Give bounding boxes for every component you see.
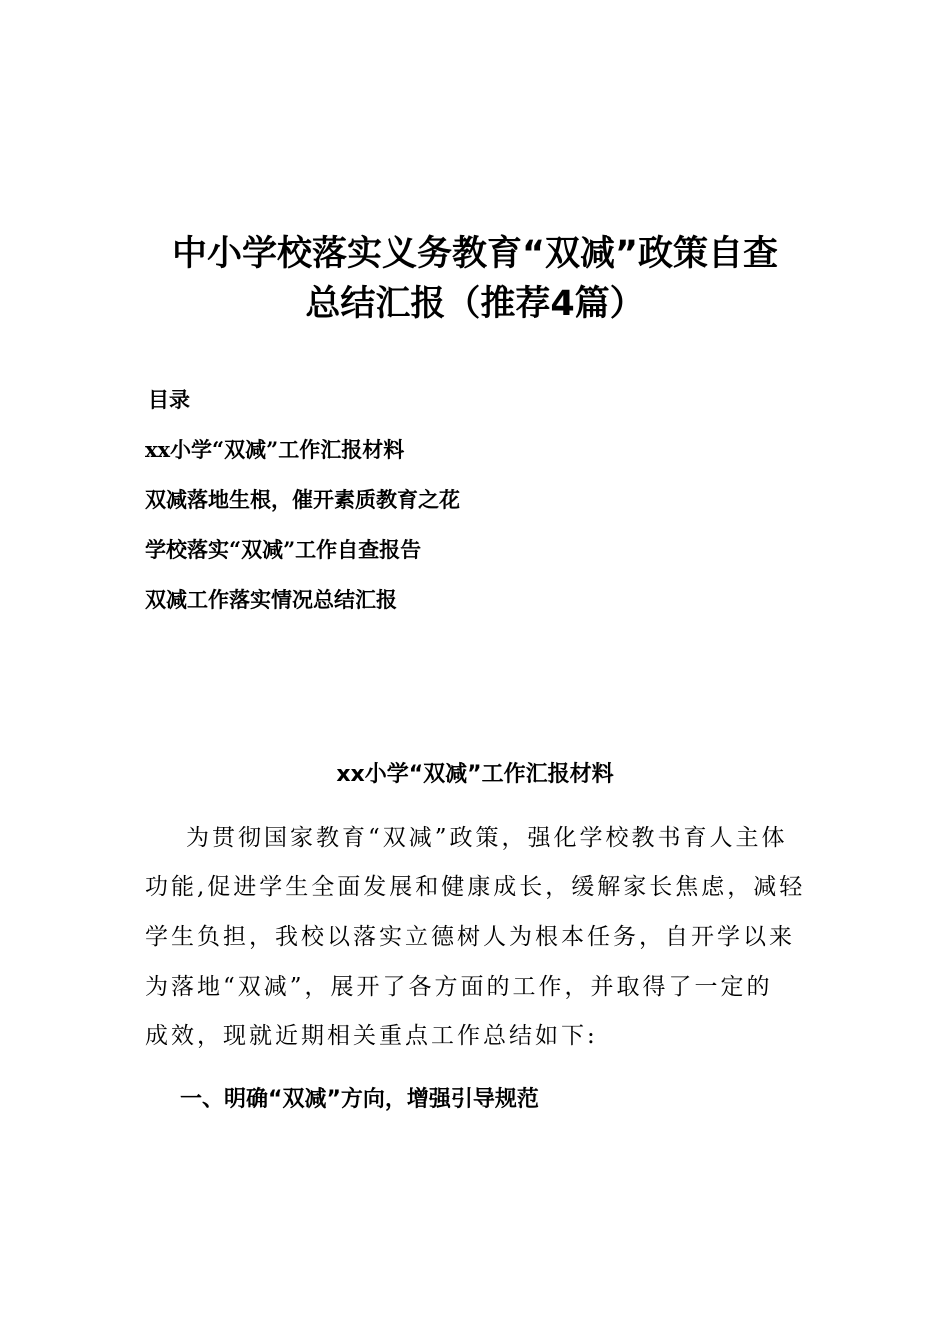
article-title: xx小学“双减”工作汇报材料 <box>336 762 614 787</box>
section-heading-1: 一、明确“双减”方向，增强引导规范 <box>180 1087 539 1112</box>
toc-item-2[interactable]: 双减落地生根，催开素质教育之花 <box>145 487 460 512</box>
intro-paragraph-line: 为落地“双减”，展开了各方面的工作，并取得了一定的 <box>145 974 773 1000</box>
toc-item-1[interactable]: xx小学“双减”工作汇报材料 <box>145 437 405 462</box>
document-title-line-1: 中小学校落实义务教育“双减”政策自查 <box>171 234 778 274</box>
intro-paragraph-line: 功能,促进学生全面发展和健康成长，缓解家长焦虑，减轻 <box>145 874 806 900</box>
intro-paragraph-line: 学生负担，我校以落实立德树人为根本任务，自开学以来 <box>145 924 795 950</box>
intro-paragraph-line: 成效，现就近期相关重点工作总结如下: <box>145 1023 598 1049</box>
toc-heading: 目录 <box>148 388 190 412</box>
toc-item-3[interactable]: 学校落实“双减”工作自查报告 <box>145 537 422 562</box>
toc-item-4[interactable]: 双减工作落实情况总结汇报 <box>145 587 397 612</box>
document-title-line-2: 总结汇报（推荐4篇） <box>305 284 645 324</box>
table-of-contents <box>145 435 460 635</box>
intro-paragraph-line: 为贯彻国家教育“双减”政策，强化学校教书育人主体 <box>186 825 788 851</box>
